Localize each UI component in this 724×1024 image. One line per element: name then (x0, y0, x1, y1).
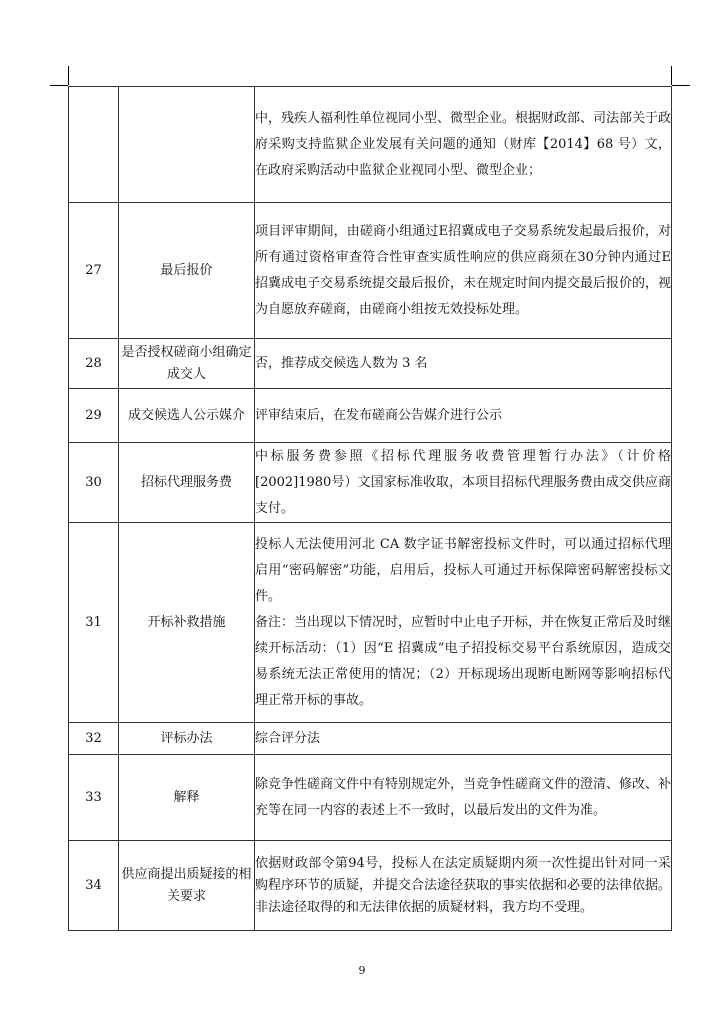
row-number (69, 87, 119, 203)
row-number: 31 (69, 523, 119, 723)
table-row (69, 339, 672, 389)
row-item-name: 供应商提出质疑接的相关要求 (119, 841, 255, 931)
crop-mark-top-right-h (672, 85, 690, 86)
content-paragraph: 否，推荐成交候选人数为 3 名 (255, 355, 428, 371)
crop-mark-top-right-v (671, 66, 672, 85)
row-number: 33 (69, 755, 119, 841)
row-number: 30 (69, 443, 119, 523)
table-row (69, 443, 672, 523)
table-row (69, 755, 672, 841)
row-number: 28 (69, 339, 119, 389)
row-number: 34 (69, 841, 119, 931)
row-item-name: 成交候选人公示媒介 (119, 389, 255, 443)
row-content (255, 389, 672, 443)
page-number: 9 (358, 964, 366, 977)
row-content (255, 87, 672, 203)
table-row (69, 841, 672, 931)
row-content (255, 203, 672, 339)
table-row (69, 723, 672, 755)
row-item-name: 招标代理服务费 (119, 443, 255, 523)
row-item-name (119, 87, 255, 203)
row-item-name: 是否授权磋商小组确定成交人 (119, 339, 255, 389)
tender-info-table (68, 86, 672, 931)
crop-mark-top-left-h (50, 85, 68, 86)
row-number: 27 (69, 203, 119, 339)
table-row (69, 87, 672, 203)
content-paragraph: 中标服务费参照《招标代理服务收费管理暂行办法》（计价格[2002]1980号）文国家标准收取，本项目招标代理服务费由成交供应商支付。 (255, 448, 671, 516)
content-paragraph: 综合评分法 (255, 730, 321, 746)
row-number: 32 (69, 723, 119, 755)
row-item-name: 开标补救措施 (119, 523, 255, 723)
table-row (69, 203, 672, 339)
crop-mark-top-left-v (68, 66, 69, 85)
row-number: 29 (69, 389, 119, 443)
row-content (255, 723, 672, 755)
content-paragraph: 评审结束后，在发布磋商公告媒介进行公示 (255, 407, 503, 423)
row-content (255, 841, 672, 931)
content-paragraph: 投标人无法使用河北 CA 数字证书解密投标文件时，可以通过招标代理启用“密码解密”功能，启用后，投标人可通过开标保障密码解密投标文件。 (255, 536, 671, 604)
row-content (255, 755, 672, 841)
content-paragraph: 备注：当出现以下情况时，应暂时中止电子开标，并在恢复正常后及时继续开标活动：（1）因“E 招冀成”电子招投标交易平台系统原因，造成交易系统无法正常使用的情况；（2）开标现场出现断电断网等影响招标代理正常开标的事故。 (255, 614, 672, 708)
content-paragraph: 中，残疾人福利性单位视同小型、微型企业。根据财政部、司法部关于政府采购支持监狱企业发展有关问题的通知（财库【2014】68 号）文，在政府采购活动中监狱企业视同小型、微型企业； (255, 110, 672, 178)
row-item-name: 评标办法 (119, 723, 255, 755)
row-content (255, 339, 672, 389)
row-item-name: 最后报价 (119, 203, 255, 339)
row-content (255, 523, 672, 723)
table-row (69, 523, 672, 723)
content-paragraph: 项目评审期间，由磋商小组通过E招冀成电子交易系统发起最后报价，对所有通过资格审查符合性审查实质性响应的供应商须在30分钟内通过E招冀成电子交易系统提交最后报价，未在规定时间内提交最后报价的，视为自愿放弃磋商，由磋商小组按无效投标处理。 (255, 223, 672, 317)
content-paragraph: 依据财政部令第94号，投标人在法定质疑期内须一次性提出针对同一采购程序环节的质疑，并提交合法途径获取的事实依据和必要的法律依据。非法途径取得的和无法律依据的质疑材料，我方均不受理。 (255, 855, 672, 915)
row-content (255, 443, 672, 523)
row-item-name: 解释 (119, 755, 255, 841)
content-paragraph: 除竞争性磋商文件中有特别规定外，当竞争性磋商文件的澄清、修改、补充等在同一内容的表述上不一致时，以最后发出的文件为准。 (255, 776, 672, 818)
table-row (69, 389, 672, 443)
